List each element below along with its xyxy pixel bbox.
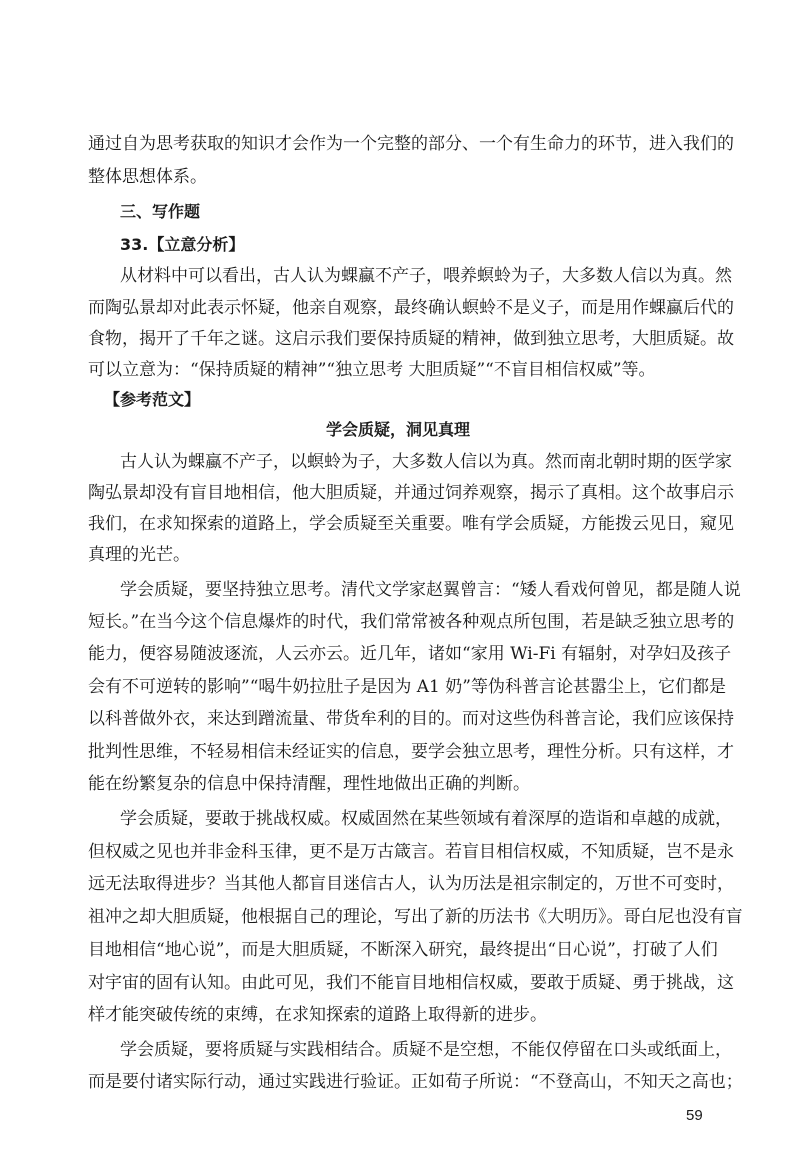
section-heading: 三、写作题 (120, 202, 201, 221)
essay-line: 短长。”在当今这个信息爆炸的时代，我们常常被各种观点所包围，若是缺乏独立思考的 (88, 612, 735, 632)
essay-line: 古人认为蜾蠃不产子，以螟蛉为子，大多数人信以为真。然而南北朝时期的医学家 (120, 452, 732, 472)
essay-line: 祖冲之却大胆质疑，他根据自己的理论，写出了新的历法书《大明历》。哥白尼也没有盲 (88, 907, 743, 927)
essay-line: 我们，在求知探索的道路上，学会质疑至关重要。唯有学会质疑，方能拨云见日，窥见 (88, 514, 734, 534)
essay-line: 而是要付诸实际行动，通过实践进行验证。正如荀子所说：“不登高山，不知天之高也； (88, 1072, 743, 1092)
essay-line: 但权威之见也并非金科玉律，更不是万古箴言。若盲目相信权威，不知质疑，岂不是永 (88, 842, 734, 862)
reference-label: 【参考范文】 (104, 390, 201, 409)
essay-line: 会有不可逆转的影响”“喝牛奶拉肚子是因为 A1 奶”等伪科普言论甚嚣尘上，它们都是 (88, 677, 726, 697)
question-label: 33.【立意分析】 (120, 235, 245, 254)
essay-line: 以科普做外衣，来达到蹭流量、带货牟利的目的。而对这些伪科普言论，我们应该保持 (88, 709, 734, 729)
intro-line: 通过自为思考获取的知识才会作为一个完整的部分、一个有生命力的环节，进入我们的 (88, 134, 734, 154)
essay-line: 对宇宙的固有认知。由此可见，我们不能盲目地相信权威，要敢于质疑、勇于挑战，这 (88, 973, 734, 993)
essay-title: 学会质疑，洞见真理 (325, 420, 470, 439)
essay-line: 真理的光芒。 (88, 545, 190, 565)
essay-line: 学会质疑，要坚持独立思考。清代文学家赵翼曾言：“矮人看戏何曾见，都是随人说 (120, 580, 741, 600)
essay-line: 批判性思维，不轻易相信未经证实的信息，要学会独立思考，理性分析。只有这样，才 (88, 742, 734, 762)
analysis-line: 而陶弘景却对此表示怀疑，他亲自观察，最终确认螟蛉不是义子，而是用作蜾蠃后代的 (88, 298, 734, 318)
page-number: 59 (686, 1107, 703, 1124)
essay-line: 目地相信“地心说”，而是大胆质疑，不断深入研究，最终提出“日心说”，打破了人们 (88, 940, 718, 960)
essay-line: 学会质疑，要将质疑与实践相结合。质疑不是空想，不能仅停留在口头或纸面上， (120, 1040, 732, 1060)
essay-line: 学会质疑，要敢于挑战权威。权威固然在某些领域有着深厚的造诣和卓越的成就， (120, 809, 732, 829)
essay-line: 能力，便容易随波逐流，人云亦云。近几年，诸如“家用 Wi-Fi 有辐射，对孕妇及孩子 (88, 644, 732, 664)
essay-line: 陶弘景却没有盲目地相信，他大胆质疑，并通过饲养观察，揭示了真相。这个故事启示 (88, 483, 734, 503)
analysis-line: 从材料中可以看出，古人认为蜾蠃不产子，喂养螟蛉为子，大多数人信以为真。然 (120, 266, 732, 286)
intro-line: 整体思想体系。 (88, 167, 207, 187)
essay-line: 远无法取得进步？当其他人都盲目迷信古人，认为历法是祖宗制定的，万世不可变时， (88, 874, 734, 894)
analysis-line: 可以立意为：“保持质疑的精神”“独立思考 大胆质疑”“不盲目相信权威”等。 (88, 360, 656, 380)
essay-line: 能在纷繁复杂的信息中保持清醒，理性地做出正确的判断。 (88, 774, 530, 794)
analysis-line: 食物，揭开了千年之谜。这启示我们要保持质疑的精神，做到独立思考，大胆质疑。故 (88, 329, 734, 349)
essay-line: 样才能突破传统的束缚，在求知探索的道路上取得新的进步。 (88, 1005, 547, 1025)
